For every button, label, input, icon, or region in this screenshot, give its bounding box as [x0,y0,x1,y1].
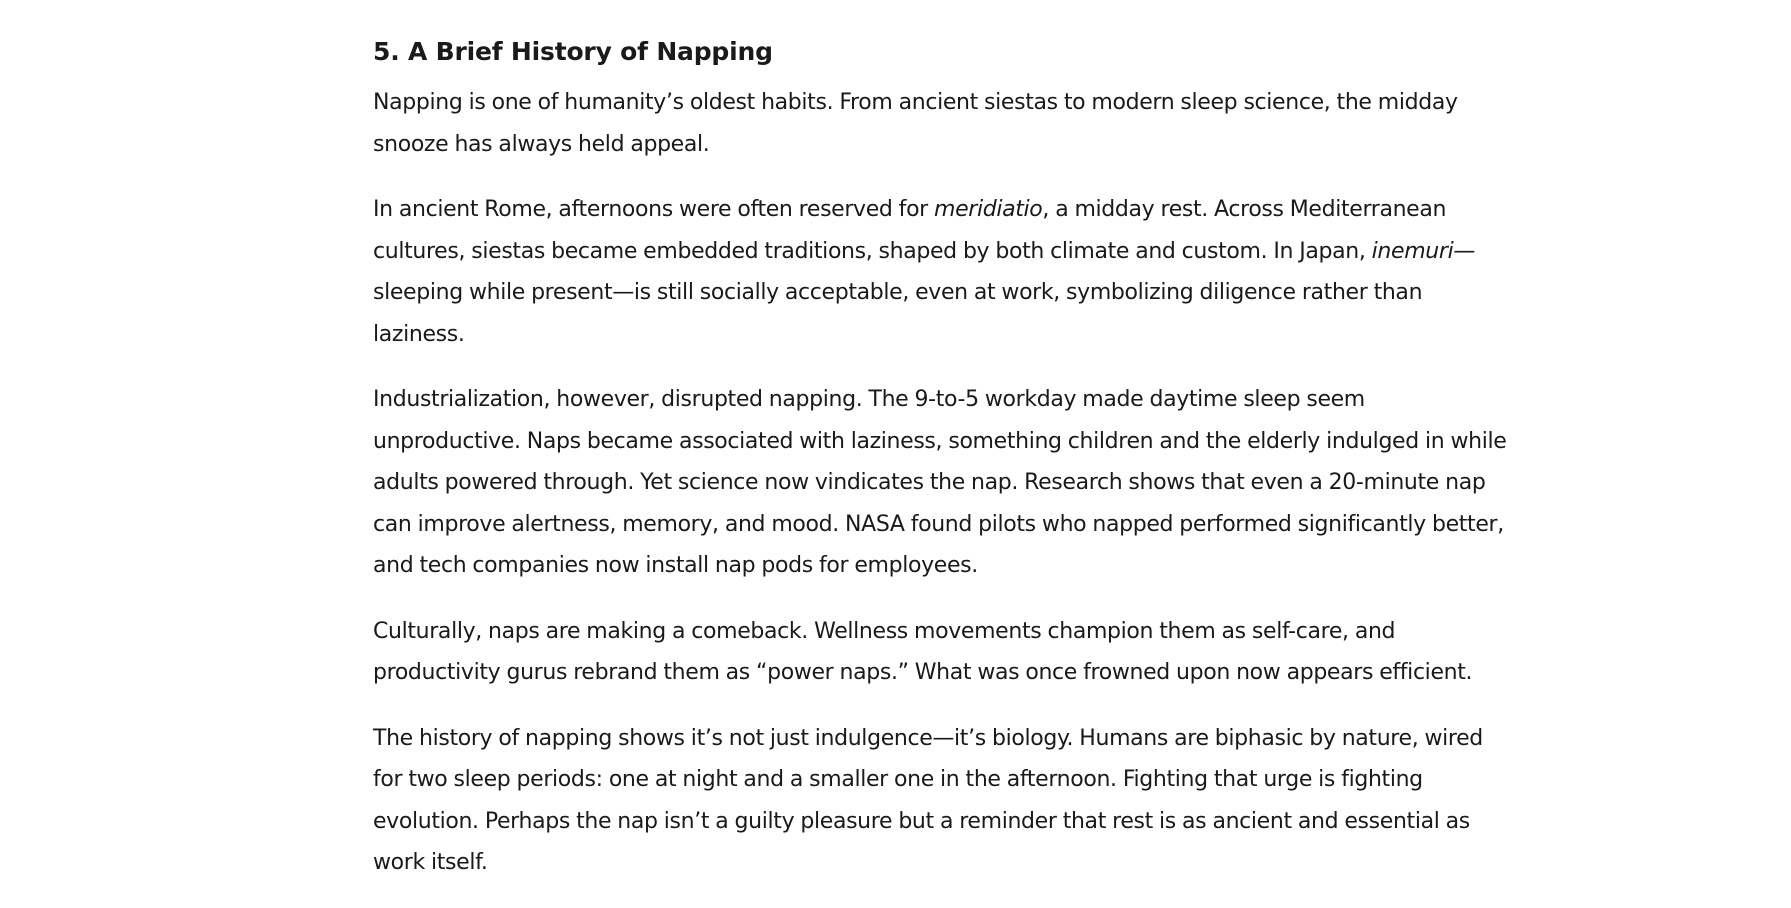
article-body [373,32,1513,908]
paragraph-ancient-traditions [373,189,1513,355]
term-meridiatio: meridiatio [934,197,1043,222]
paragraph-text-segment: —sleeping while present—is still socially acceptable, even at work, symbolizing diligence rather than laziness. [373,238,1475,347]
paragraph-industrialization: Industrialization, however, disrupted napping. The 9-to-5 workday made daytime sleep seem unproductive. Naps became associated with laziness, something children and the elderly indulged in while adults powered through. Yet science now vindicates the nap. Research shows that even a 20-minute nap can improve alertness, memory, and mood. NASA found pilots who napped performed significantly better, and tech companies now install nap pods for employees. [373,387,1507,578]
paragraph-text-segment: In ancient Rome, afternoons were often reserved for [373,197,935,222]
term-inemuri: inemuri [1371,238,1454,264]
paragraph-text-segment: , a midday rest. Across Mediterranean cultures, siestas became embedded traditions, shaped by both climate and custom. In Japan, [373,197,1447,264]
paragraph-conclusion: The history of napping shows it’s not just indulgence—it’s biology. Humans are biphasic by nature, wired for two sleep periods: one at night and a smaller one in the afternoon. Fighting that urge is fighting evolution. Perhaps the nap isn’t a guilty pleasure but a reminder that rest is as ancient and essential as work itself. [373,725,1483,875]
paragraph-cultural-comeback: Culturally, naps are making a comeback. Wellness movements champion them as self-care, and productivity gurus rebrand them as “power naps.” What was once frowned upon now appears efficient. [373,618,1473,685]
section-heading: 5. A Brief History of Napping [373,37,773,66]
paragraph-intro: Napping is one of humanity’s oldest habits. From ancient siestas to modern sleep science, the midday snooze has always held appeal. [373,90,1458,157]
